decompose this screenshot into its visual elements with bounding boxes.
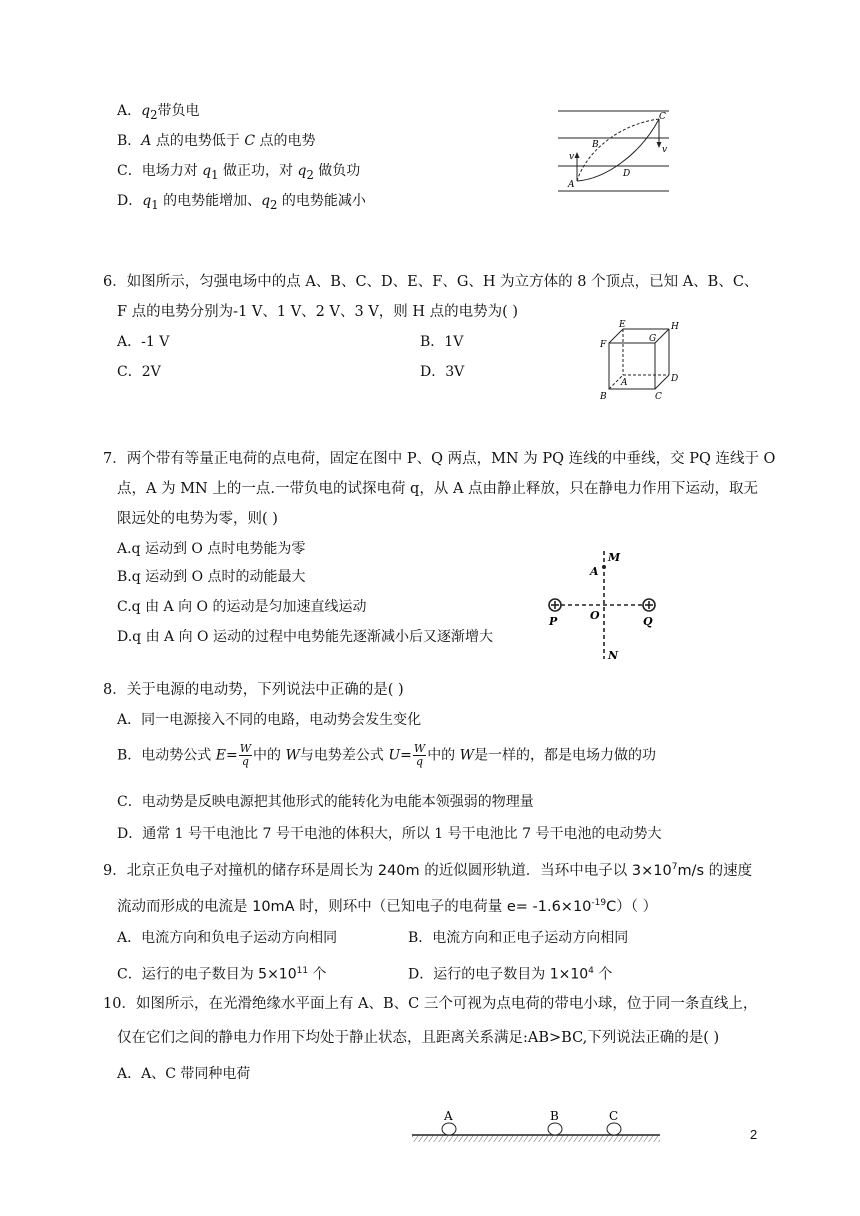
emf-fraction: $\frac{W}{q}$ — [239, 742, 252, 768]
q5-option-a: A．$q_2$带负电 — [117, 103, 200, 122]
q8-option-d: D．通常 1 号干电池比 7 号干电池的体积大，所以 1 号干电池比 7 号干电池的电动势大 — [117, 826, 662, 842]
q10-label-b: B — [550, 1109, 559, 1123]
q8-option-b: B．电动势公式 E= $\frac{W}{q}$ 中的 W与电势差公式 U= $\frac{W}{q}$ 中的 W是一样的，都是电场力做的功 — [117, 742, 657, 768]
q5-label-v-right: v — [662, 145, 668, 155]
q9-stem-line2: 流动而形成的电流是 10mA 时，则环中（已知电子的电荷量 $e= -1.6\times 10^{-19}C$）（ ） — [117, 898, 658, 915]
q6-label-e: E — [619, 320, 626, 330]
q7-label-p: P — [549, 615, 558, 628]
q6-label-a: A — [621, 378, 628, 388]
q9-stem-line1: 9．北京正负电子对撞机的储存环是周长为 240m 的近似圆形轨道．当环中电子以 $3\times 10^7m/s$ 的速度 — [103, 862, 753, 879]
q6-option-d: D．3V — [420, 364, 465, 380]
q5-option-b: B．A 点的电势低于 C 点的电势 — [117, 133, 316, 149]
q7-label-q: Q — [643, 615, 653, 628]
q9-option-c: C．运行的电子数目为 $5\times 10^{11}$ 个 — [117, 966, 327, 983]
q7-option-d: D.q 由 A 向 O 运动的过程中电势能先逐渐减小后又逐渐增大 — [117, 629, 493, 645]
q6-label-c: C — [655, 392, 662, 402]
q6-option-c: C．2V — [117, 364, 161, 380]
q6-label-h: H — [671, 322, 679, 332]
q7-option-b: B.q 运动到 O 点时的动能最大 — [117, 569, 306, 585]
q9-option-b: B．电流方向和正电子运动方向相同 — [408, 930, 629, 946]
q5-label-b: B — [592, 140, 599, 150]
q6-label-b: B — [600, 392, 607, 402]
q10-label-a: A — [444, 1109, 453, 1123]
q5-label-v-left: v — [569, 152, 575, 162]
q8-stem: 8．关于电源的电动势，下列说法中正确的是( ) — [103, 682, 404, 698]
voltage-fraction: $\frac{W}{q}$ — [413, 742, 426, 768]
q7-label-n: N — [608, 649, 619, 662]
q6-label-f: F — [600, 340, 607, 350]
q5-label-c: C — [659, 112, 666, 122]
q6-option-a: A．-1 V — [117, 334, 170, 350]
q7-charges-figure — [540, 545, 665, 665]
q7-label-m: M — [608, 551, 621, 564]
q7-label-a: A — [590, 565, 599, 578]
q6-cube-figure — [595, 315, 687, 407]
q6-stem-line2: F 点的电势分别为-1 V、1 V、2 V、3 V，则 H 点的电势为( ) — [117, 304, 519, 320]
q5-label-d: D — [623, 169, 631, 179]
q10-balls-figure — [410, 1104, 665, 1146]
q6-option-b: B．1V — [420, 334, 464, 350]
q8-option-c: C．电动势是反映电源把其他形式的能转化为电能本领强弱的物理量 — [117, 794, 534, 810]
q5-field-figure — [555, 105, 675, 197]
q8-option-a: A．同一电源接入不同的电路，电动势会发生变化 — [117, 712, 422, 728]
q10-stem-line2: 仅在它们之间的静电力作用下均处于静止状态，且距离关系满足:AB>BC,下列说法正确的是( ) — [117, 1030, 720, 1046]
page-number: 2 — [750, 1127, 758, 1142]
q10-label-c: C — [609, 1109, 619, 1123]
q10-stem-line1: 10．如图所示，在光滑绝缘水平面上有 A、B、C 三个可视为点电荷的带电小球，位于同一条直线上， — [103, 996, 758, 1012]
q7-option-a: A.q 运动到 O 点时电势能为零 — [117, 541, 306, 557]
q7-stem-line3: 限远处的电势为零，则( ) — [117, 511, 278, 527]
q7-stem-line1: 7．两个带有等量正电荷的点电荷，固定在图中 P、Q 两点，MN 为 PQ 连线的中垂线，交 PQ 连线于 O — [103, 451, 776, 467]
q5-label-a: A — [568, 180, 575, 190]
q5-option-d: D．$q_1$ 的电势能增加、$q_2$ 的电势能减小 — [117, 193, 366, 212]
q6-label-g: G — [649, 334, 657, 344]
q7-label-o: O — [590, 609, 600, 622]
q6-stem-line1: 6．如图所示，匀强电场中的点 A、B、C、D、E、F、G、H 为立方体的 8 个顶点，已知 A、B、C、 — [103, 274, 759, 290]
q9-option-a: A．电流方向和负电子运动方向相同 — [117, 930, 338, 946]
q7-stem-line2: 点，A 为 MN 上的一点.一带负电的试探电荷 q，从 A 点由静止释放，只在静电力作用下运动，取无 — [117, 481, 759, 497]
q9-option-d: D．运行的电子数目为 $1\times 10^4$ 个 — [408, 966, 613, 983]
q10-option-a: A．A、C 带同种电荷 — [117, 1066, 251, 1082]
q7-option-c: C.q 由 A 向 O 的运动是匀加速直线运动 — [117, 599, 367, 615]
q6-label-d: D — [671, 374, 679, 384]
q5-option-c: C．电场力对 $q_1$ 做正功，对 $q_2$ 做负功 — [117, 163, 361, 182]
